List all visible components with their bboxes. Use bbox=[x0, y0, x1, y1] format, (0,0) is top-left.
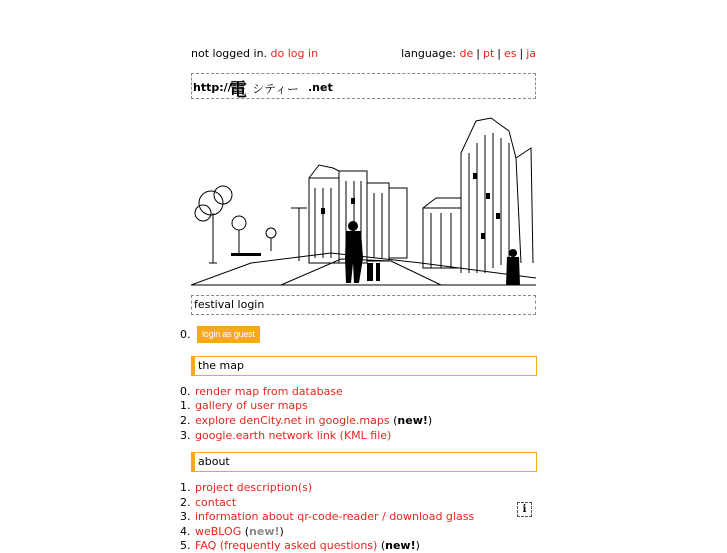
badge-close: ) bbox=[427, 414, 433, 427]
weblog-item bbox=[195, 525, 284, 539]
user-maps-gallery-link[interactable]: gallery of user maps bbox=[195, 399, 308, 412]
language-label: language: bbox=[401, 47, 456, 60]
badge-open: ( bbox=[389, 414, 398, 427]
render-map-link[interactable]: render map from database bbox=[195, 385, 343, 398]
logo-kanji: 電 bbox=[229, 80, 247, 101]
login-as-guest-button[interactable]: login as guest bbox=[197, 326, 260, 343]
language-de[interactable]: de bbox=[459, 47, 474, 60]
list-number: 3. bbox=[180, 510, 191, 523]
list-number: 2. bbox=[180, 414, 191, 427]
project-description-link[interactable]: project description(s) bbox=[195, 481, 313, 494]
language-ja[interactable]: ja bbox=[526, 47, 536, 60]
logo-suffix: .net bbox=[308, 81, 333, 94]
top-bar bbox=[191, 47, 536, 61]
weblog-link[interactable]: weBLOG bbox=[195, 525, 242, 538]
google-maps-link[interactable]: explore denCity.net in google.maps bbox=[195, 414, 390, 427]
faq-item bbox=[195, 539, 420, 553]
info-icon[interactable]: i bbox=[517, 502, 532, 517]
list-number: 3. bbox=[180, 429, 191, 442]
faq-link[interactable]: FAQ (frequently asked questions) bbox=[195, 539, 378, 552]
badge-close: ) bbox=[279, 525, 284, 538]
list-number: 4. bbox=[180, 525, 191, 538]
list-number: 2. bbox=[180, 496, 191, 509]
separator: | bbox=[497, 47, 501, 60]
login-status bbox=[191, 47, 318, 61]
map-section-header bbox=[191, 356, 537, 376]
language-selector bbox=[401, 47, 536, 61]
site-logo[interactable] bbox=[191, 73, 536, 99]
list-number: 5. bbox=[180, 539, 191, 552]
festival-login-header bbox=[191, 295, 536, 315]
login-link[interactable]: do log in bbox=[270, 47, 319, 60]
badge-close: ) bbox=[415, 539, 420, 552]
map-section-title: the map bbox=[198, 359, 244, 372]
list-number: 1. bbox=[180, 399, 191, 412]
about-section-header bbox=[191, 452, 537, 472]
list-number: 0. bbox=[180, 385, 191, 398]
qr-reader-info-link[interactable]: information about qr-code-reader / download glass bbox=[195, 510, 475, 523]
about-section-title: about bbox=[198, 455, 230, 468]
badge-open: ( bbox=[377, 539, 386, 552]
logo-prefix: http:// bbox=[193, 81, 232, 94]
new-badge: new! bbox=[249, 525, 280, 538]
logo-kana: シティー bbox=[252, 82, 300, 96]
status-text: not logged in. bbox=[191, 47, 268, 60]
separator: | bbox=[519, 47, 524, 60]
list-number: 1. bbox=[180, 481, 191, 494]
list-number: 0. bbox=[180, 328, 191, 341]
new-badge: new! bbox=[397, 414, 428, 427]
language-pt[interactable]: pt bbox=[482, 47, 495, 60]
badge-open: ( bbox=[241, 525, 250, 538]
google-maps-item bbox=[195, 414, 432, 428]
language-es[interactable]: es bbox=[503, 47, 517, 60]
new-badge: new! bbox=[385, 539, 416, 552]
google-earth-link[interactable]: google.earth network link (KML file) bbox=[195, 429, 392, 442]
contact-link[interactable]: contact bbox=[195, 496, 237, 509]
festival-login-title: festival login bbox=[194, 298, 265, 311]
separator: | bbox=[476, 47, 480, 60]
city-illustration bbox=[191, 113, 536, 288]
